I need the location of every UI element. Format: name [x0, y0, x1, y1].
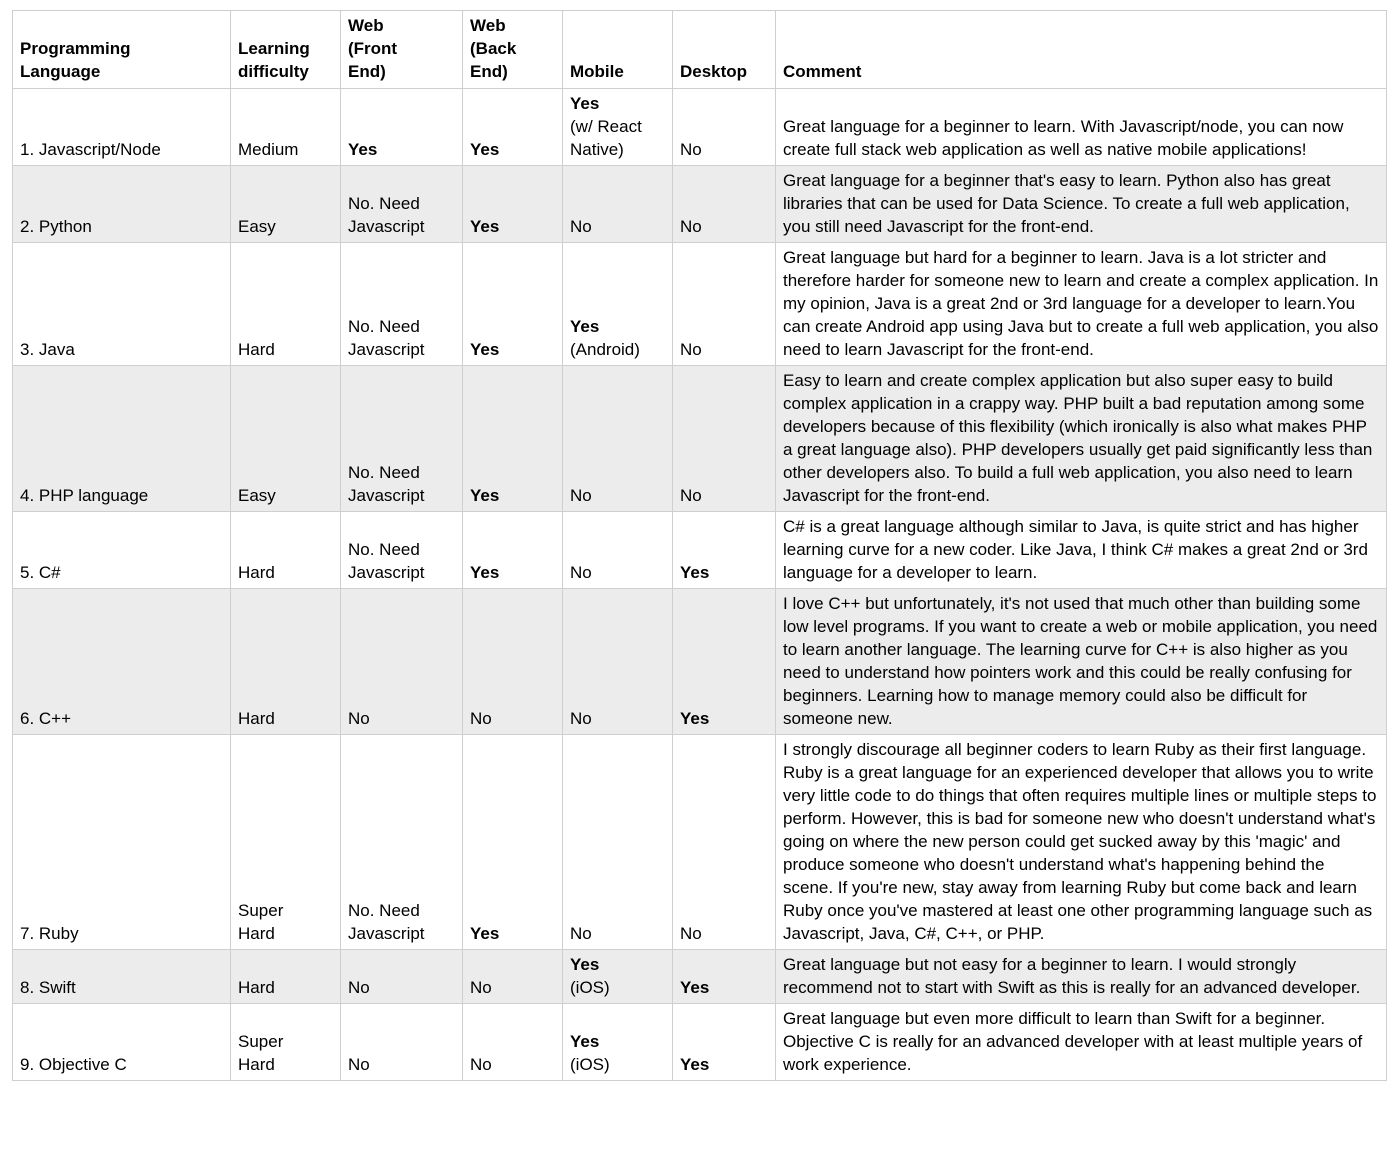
cell-text-line: (iOS) [570, 1055, 610, 1074]
column-header-line: (Front [348, 39, 398, 58]
cell-text-line: No. Need [348, 194, 420, 213]
cell-comment[interactable]: I love C++ but unfortunately, it's not used that much other than building some low level programs. If you want to create a web or mobile application, you need to learn another language. The learning curve for C++ is also higher as you need to understand how pointers work and this could be really confusing for beginners. Learning how to manage memory could also be difficult for someone new. [776, 589, 1387, 735]
cell-text-line: Hard [238, 924, 275, 943]
column-header-line: Programming [20, 39, 131, 58]
cell-text-line: Yes [470, 486, 500, 505]
cell-text-line: No. Need [348, 463, 420, 482]
cell-text-line: Yes [680, 978, 710, 997]
column-header-desktop[interactable] [673, 11, 776, 89]
cell-difficulty[interactable] [231, 366, 341, 512]
cell-text-line: No [680, 140, 702, 159]
cell-mobile[interactable] [563, 735, 673, 950]
cell-web-back[interactable] [463, 89, 563, 166]
cell-text-line: No [348, 1055, 370, 1074]
cell-language[interactable]: 1. Javascript/Node [13, 89, 231, 166]
cell-mobile[interactable] [563, 1004, 673, 1081]
cell-text-line: Yes [470, 563, 500, 582]
column-header-web_front[interactable] [341, 11, 463, 89]
cell-comment[interactable]: Great language for a beginner that's easy to learn. Python also has great libraries that can be used for Data Science. To create a full web application, you still need Javascript for the front-end. [776, 166, 1387, 243]
column-header-line: Learning [238, 39, 310, 58]
cell-comment[interactable]: Great language but not easy for a beginner to learn. I would strongly recommend not to start with Swift as this is really for an advanced developer. [776, 950, 1387, 1004]
cell-text-line: Yes [470, 340, 500, 359]
cell-desktop[interactable] [673, 1004, 776, 1081]
table-row[interactable] [13, 1004, 1387, 1081]
cell-difficulty[interactable] [231, 89, 341, 166]
cell-language[interactable]: 2. Python [13, 166, 231, 243]
cell-text-line: Yes [348, 140, 378, 159]
cell-web-front[interactable] [341, 950, 463, 1004]
cell-text-line: Yes [470, 217, 500, 236]
cell-text-line: No [570, 709, 592, 728]
cell-text-line: No. Need [348, 317, 420, 336]
cell-text-line: No. Need [348, 540, 420, 559]
cell-desktop[interactable] [673, 366, 776, 512]
cell-comment[interactable]: I strongly discourage all beginner coders to learn Ruby as their first language. Ruby is a great language for an experienced developer that allows you to write very little code to do things that often requires multiple lines or multiple steps to perform. However, this is bad for someone new who doesn't understand what's going on where the new person could get sucked away by this 'magic' and produce someone who doesn't understand what's happening behind the scene. If you're new, stay away from learning Ruby but come back and learn Ruby once you've mastered at least one other programming language such as Javascript, Java, C#, C++, or PHP. [776, 735, 1387, 950]
cell-text-line: Super [238, 1032, 284, 1051]
cell-text-line: Yes [570, 94, 600, 113]
cell-language[interactable]: 3. Java [13, 243, 231, 366]
cell-web-front[interactable] [341, 589, 463, 735]
cell-text-line: (iOS) [570, 978, 610, 997]
spreadsheet-sheet [12, 10, 1386, 1081]
cell-text-line: Yes [470, 924, 500, 943]
table-row[interactable] [13, 735, 1387, 950]
cell-mobile[interactable] [563, 366, 673, 512]
cell-desktop[interactable] [673, 243, 776, 366]
table-row[interactable] [13, 512, 1387, 589]
cell-language[interactable]: 9. Objective C [13, 1004, 231, 1081]
cell-difficulty[interactable] [231, 243, 341, 366]
cell-text-line: Yes [680, 563, 710, 582]
cell-text-line: Javascript [348, 924, 425, 943]
cell-desktop[interactable] [673, 166, 776, 243]
table-row[interactable] [13, 950, 1387, 1004]
cell-text-line: No [470, 1055, 492, 1074]
cell-text-line: (Android) [570, 340, 640, 359]
column-header-line: Desktop [680, 62, 748, 81]
table-row[interactable] [13, 89, 1387, 166]
cell-difficulty[interactable] [231, 1004, 341, 1081]
cell-comment[interactable]: C# is a great language although similar to Java, is quite strict and has higher learning curve for a new coder. Like Java, I think C# makes a great 2nd or 3rd language for a developer to learn. [776, 512, 1387, 589]
cell-text-line: (w/ React [570, 117, 642, 136]
cell-text-line: Javascript [348, 217, 425, 236]
cell-text-line: No [570, 563, 592, 582]
cell-web-back[interactable] [463, 589, 563, 735]
cell-text-line: Yes [570, 955, 600, 974]
column-header-line: (Back [470, 39, 517, 58]
cell-text-line: Hard [238, 340, 275, 359]
cell-web-front[interactable] [341, 1004, 463, 1081]
cell-desktop[interactable] [673, 89, 776, 166]
column-header-line: Web [348, 16, 384, 35]
column-header-language[interactable] [13, 11, 231, 89]
cell-text-line: Javascript [348, 486, 425, 505]
cell-text-line: Yes [470, 140, 500, 159]
cell-desktop[interactable] [673, 950, 776, 1004]
cell-mobile[interactable] [563, 243, 673, 366]
cell-text-line: Easy [238, 217, 276, 236]
cell-text-line: No [470, 978, 492, 997]
column-header-line: End) [348, 62, 386, 81]
column-header-line: Mobile [570, 62, 624, 81]
cell-web-front[interactable] [341, 366, 463, 512]
cell-web-front[interactable] [341, 243, 463, 366]
column-header-line: Language [20, 62, 101, 81]
cell-desktop[interactable] [673, 589, 776, 735]
cell-text-line: No [680, 340, 702, 359]
cell-text-line: No [570, 217, 592, 236]
cell-language[interactable]: 7. Ruby [13, 735, 231, 950]
cell-language[interactable]: 4. PHP language [13, 366, 231, 512]
cell-text-line: Hard [238, 978, 275, 997]
cell-web-front[interactable] [341, 512, 463, 589]
table-row[interactable] [13, 166, 1387, 243]
cell-text-line: No [570, 486, 592, 505]
column-header-mobile[interactable] [563, 11, 673, 89]
cell-web-front[interactable] [341, 89, 463, 166]
cell-web-back[interactable] [463, 166, 563, 243]
cell-text-line: No. Need [348, 901, 420, 920]
column-header-line: End) [470, 62, 508, 81]
cell-desktop[interactable] [673, 735, 776, 950]
cell-text-line: Hard [238, 563, 275, 582]
cell-text-line: Javascript [348, 563, 425, 582]
cell-language[interactable]: 5. C# [13, 512, 231, 589]
cell-mobile[interactable] [563, 950, 673, 1004]
table-header-row [13, 11, 1387, 89]
cell-web-back[interactable] [463, 243, 563, 366]
column-header-difficulty[interactable] [231, 11, 341, 89]
cell-difficulty[interactable] [231, 735, 341, 950]
cell-text-line: Yes [680, 1055, 710, 1074]
cell-mobile[interactable] [563, 166, 673, 243]
cell-comment[interactable]: Great language for a beginner to learn. With Javascript/node, you can now create full stack web application as well as native mobile applications! [776, 89, 1387, 166]
table-row[interactable] [13, 589, 1387, 735]
language-comparison-table [12, 10, 1387, 1081]
cell-text-line: No [570, 924, 592, 943]
cell-desktop[interactable] [673, 512, 776, 589]
cell-text-line: No [680, 486, 702, 505]
cell-comment[interactable]: Easy to learn and create complex application but also super easy to build complex application in a crappy way. PHP built a bad reputation among some developers because of this flexibility (which ironically is also what makes PHP a great language also). PHP developers usually get paid significantly less than other developers also. To build a full web application, you also need to learn Javascript for the front-end. [776, 366, 1387, 512]
cell-web-back[interactable] [463, 512, 563, 589]
cell-text-line: No [680, 924, 702, 943]
cell-text-line: Yes [570, 1032, 600, 1051]
cell-mobile[interactable] [563, 512, 673, 589]
cell-web-back[interactable] [463, 735, 563, 950]
cell-text-line: No [348, 709, 370, 728]
cell-text-line: Yes [680, 709, 710, 728]
cell-text-line: No [470, 709, 492, 728]
table-row[interactable] [13, 366, 1387, 512]
table-row[interactable] [13, 243, 1387, 366]
cell-web-front[interactable] [341, 735, 463, 950]
column-header-web_back[interactable] [463, 11, 563, 89]
column-header-line: Web [470, 16, 506, 35]
cell-difficulty[interactable] [231, 950, 341, 1004]
cell-web-back[interactable] [463, 1004, 563, 1081]
cell-text-line: Native) [570, 140, 624, 159]
cell-web-back[interactable] [463, 950, 563, 1004]
cell-language[interactable]: 6. C++ [13, 589, 231, 735]
cell-text-line: Easy [238, 486, 276, 505]
cell-text-line: Medium [238, 140, 299, 159]
column-header-comment[interactable] [776, 11, 1387, 89]
table-body [13, 89, 1387, 1081]
cell-text-line: No [348, 978, 370, 997]
cell-text-line: Hard [238, 1055, 275, 1074]
cell-web-front[interactable] [341, 166, 463, 243]
table-header [13, 11, 1387, 89]
column-header-line: difficulty [238, 62, 309, 81]
cell-language[interactable]: 8. Swift [13, 950, 231, 1004]
cell-difficulty[interactable] [231, 166, 341, 243]
cell-difficulty[interactable] [231, 512, 341, 589]
cell-mobile[interactable] [563, 89, 673, 166]
cell-mobile[interactable] [563, 589, 673, 735]
cell-text-line: Hard [238, 709, 275, 728]
cell-difficulty[interactable] [231, 589, 341, 735]
cell-text-line: Super [238, 901, 284, 920]
column-header-line: Comment [783, 62, 862, 81]
cell-text-line: Javascript [348, 340, 425, 359]
cell-comment[interactable]: Great language but hard for a beginner to learn. Java is a lot stricter and therefore harder for someone new to learn and create a complex application. In my opinion, Java is a great 2nd or 3rd language for a developer to learn.You can create Android app using Java but to create a full web application, you also need to learn Javascript for the front-end. [776, 243, 1387, 366]
cell-text-line: No [680, 217, 702, 236]
cell-comment[interactable]: Great language but even more difficult to learn than Swift for a beginner. Objective C is really for an advanced developer with at least multiple years of work experience. [776, 1004, 1387, 1081]
cell-text-line: Yes [570, 317, 600, 336]
cell-web-back[interactable] [463, 366, 563, 512]
